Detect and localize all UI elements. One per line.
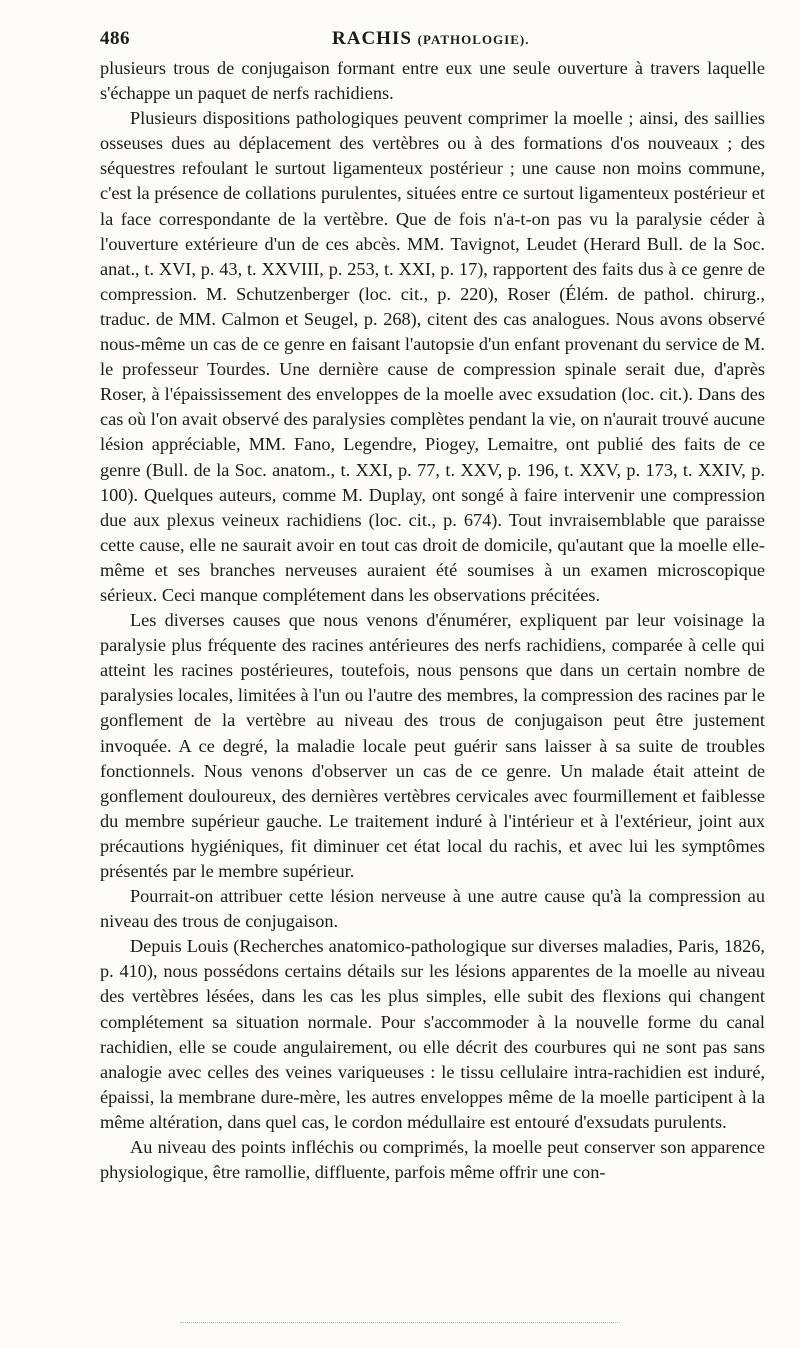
paragraph-spinal-cord: Au niveau des points infléchis ou comprimés, la moelle peut conserver son apparence physiologique, être ramollie, diffluente, parfois même offrir une con- <box>100 1137 765 1183</box>
paragraph-continued: plusieurs trous de conjugaison formant entre eux une seule ouverture à travers laquelle s'échappe un paquet de nerfs rachidiens. <box>100 58 765 104</box>
running-head <box>100 28 760 54</box>
paragraph-compression-causes: Plusieurs dispositions pathologiques peuvent comprimer la moelle ; ainsi, des saillies osseuses dues au déplacement des vertèbres ou à des formations d'os nouveaux ; des séquestres refoulant le surtout ligamenteux postérieur ; une cause non moins commune, c'est la présence de collations purulentes, situées entre ce surtout ligamenteux postérieur et la face correspondante de la vertèbre. Que de fois n'a-t-on pas vu la paralysie céder à l'ouverture extérieure d'un de ces abcès. MM. Tavignot, Leudet (Herard Bull. de la Soc. anat., t. XVI, p. 43, t. XXVIII, p. 253, t. XXI, p. 17), rapportent des faits dus à ce genre de compression. M. Schutzenberger (loc. cit., p. 220), Roser (Élém. de pathol. chirurg., traduc. de MM. Calmon et Seugel, p. 268), citent des cas analogues. Nous avons observé nous-même un cas de ce genre en faisant l'autopsie d'un enfant provenant du service de M. le professeur Tourdes. Une dernière cause de compression spinale serait due, d'après Roser, à l'épaississement des enveloppes de la moelle avec exsudation (loc. cit.). Dans des cas où l'on avait observé des paralysies complètes pendant la vie, on n'aurait trouvé aucune lésion appréciable, MM. Fano, Legendre, Piogey, Lemaitre, ont publié des faits de ce genre (Bull. de la Soc. anatom., t. XXI, p. 77, t. XXV, p. 196, t. XXV, p. 173, t. XXIV, p. 100). Quelques auteurs, comme M. Duplay, ont songé à faire intervenir une compression due aux plexus veineux rachidiens (loc. cit., p. 674). Tout invraisemblable que paraisse cette cause, elle ne saurait avoir en tout cas droit de domicile, qu'autant que la moelle elle-même et ses branches nerveuses auraient été soumises à un examen microscopique sérieux. Ceci manque complétement dans les observations précitées. <box>100 108 765 605</box>
running-title-sub: (PATHOLOGIE). <box>417 32 530 47</box>
bottom-rule <box>180 1322 620 1324</box>
paragraph-question: Pourrait-on attribuer cette lésion nerveuse à une autre cause qu'à la compression au niveau des trous de conjugaison. <box>100 886 765 932</box>
paragraph-root-paralysis: Les diverses causes que nous venons d'énumérer, expliquent par leur voisinage la paralysie plus fréquente des racines antérieures des nerfs rachidiens, comparée à celle qui atteint les racines postérieures, toutefois, nous pensons que dans un certain nombre de paralysies locales, limitées à l'un ou l'autre des membres, la compression des racines par le gonflement de la vertèbre au niveau des trous de conjugaison peut être justement invoquée. A ce degré, la maladie locale peut guérir sans laisser à sa suite de troubles fonctionnels. Nous venons d'observer un cas de ce genre. Un malade était atteint de gonflement douloureux, des dernières vertèbres cervicales avec fourmillement et faiblesse du membre supérieur gauche. Le traitement induré à l'intérieur et à l'extérieur, joint aux précautions hygiéniques, fit diminuer cet état local du rachis, et avec lui les symptômes présentés par le membre supérieur. <box>100 610 765 881</box>
page-number: 486 <box>100 28 130 49</box>
running-title-main: RACHIS <box>332 28 412 49</box>
body-text <box>100 56 765 1185</box>
running-title <box>332 28 529 50</box>
paragraph-louis: Depuis Louis (Recherches anatomico-pathologique sur diverses maladies, Paris, 1826, p. 410), nous possédons certains détails sur les lésions apparentes de la moelle au niveau des vertèbres lésées, dans les cas les plus simples, elle subit des flexions qui changent complétement sa situation normale. Pour s'accommoder à la nouvelle forme du canal rachidien, elle se coude angulairement, ou elle décrit des courbures qui ne sont pas sans analogie avec celles des veines variqueuses : le tissu cellulaire intra-rachidien est induré, épaissi, la membrane dure-mère, les autres enveloppes même de la moelle participent à la même altération, dans quel cas, le cordon médullaire est entouré d'exsudats purulents. <box>100 936 765 1132</box>
